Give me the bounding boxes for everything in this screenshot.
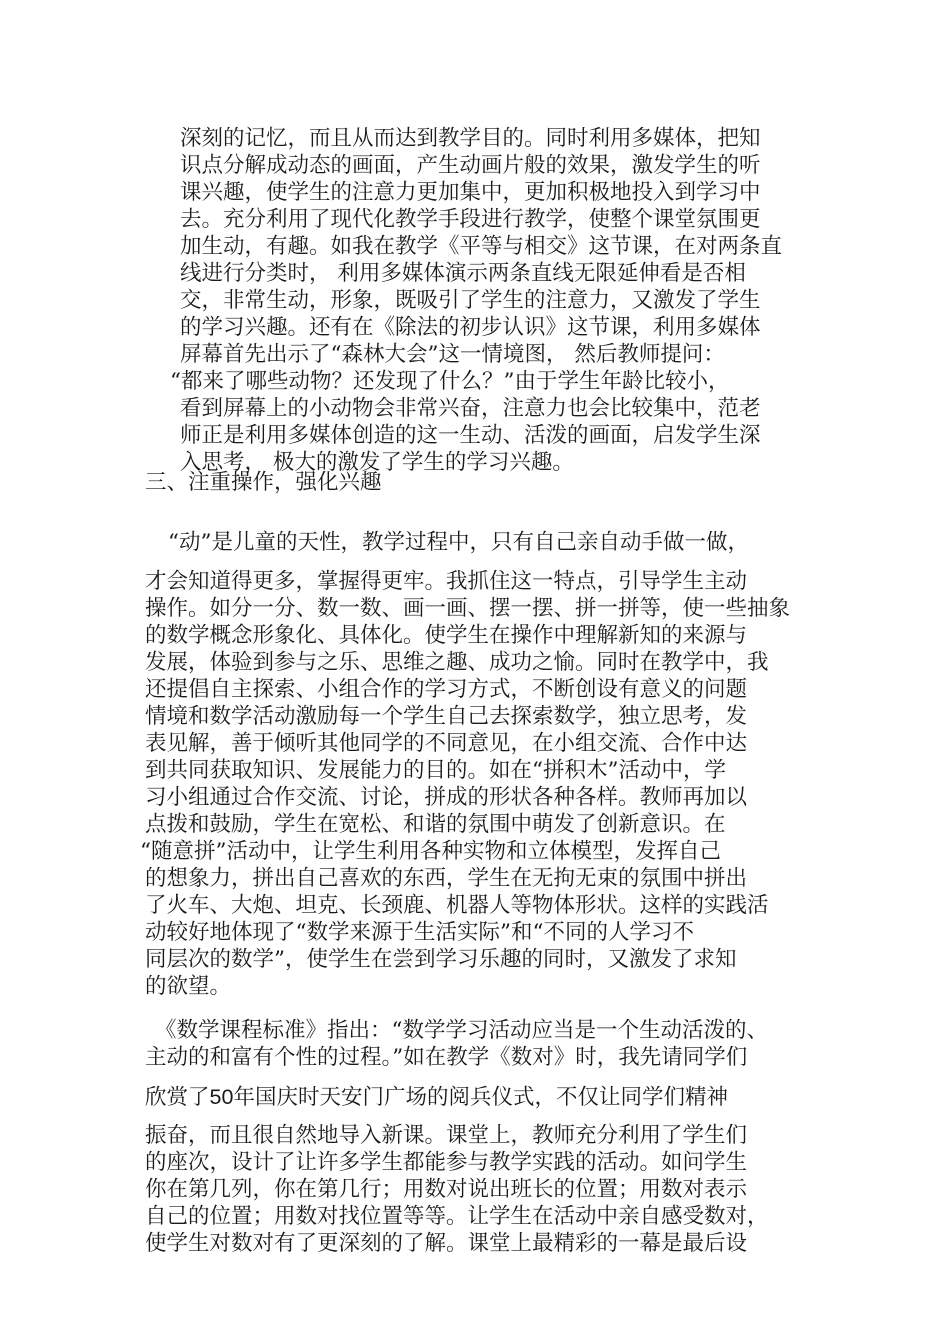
text-line: 识点分解成动态的画面，产生动画片般的效果，激发学生的听 [180,153,761,178]
text-line: 才会知道得更多，掌握得更牢。我抓住这一特点，引导学生主动 [145,569,748,594]
text-line: 的数学概念形象化、具体化。使学生在操作中理解新知的来源与 [145,623,748,648]
text-line: 振奋，而且很自然地导入新课。课堂上，教师充分利用了学生们 [145,1123,748,1148]
text-line: 屏幕首先出示了“森林大会”这一情境图， 然后教师提问： [180,342,725,367]
text-line: 点拨和鼓励，学生在宽松、和谐的氛围中萌发了创新意识。在 [145,812,726,837]
text-line: 主动的和富有个性的过程。”如在教学《数对》时，我先请同学们 [145,1045,748,1070]
paragraph-first-line: “动”是儿童的天性，教学过程中，只有自己亲自动手做一做， [168,530,749,555]
text-line: 还提倡自主探索、小组合作的学习方式，不断创设有意义的问题 [145,677,748,702]
text-line: 入思考， 极大的激发了学生的学习兴趣。 [180,450,574,475]
number-text: 50 [209,1085,234,1109]
text-line: 看到屏幕上的小动物会非常兴奋，注意力也会比较集中，范老 [180,396,761,421]
text-line: 去。充分利用了现代化教学手段进行教学，使整个课堂氛围更 [180,207,761,232]
text-line: 的欲望。 [145,974,232,999]
text-line: 课兴趣，使学生的注意力更加集中，更加积极地投入到学习中 [180,180,761,205]
text-line: 情境和数学活动激励每一个学生自己去探索数学，独立思考，发 [145,704,748,729]
text-line: 你在第几列，你在第几行；用数对说出班长的位置；用数对表示 [145,1177,748,1202]
text-line: 使学生对数对有了更深刻的了解。课堂上最精彩的一幕是最后设 [145,1231,748,1256]
text-line: 的座次，设计了让许多学生都能参与教学实践的活动。如问学生 [145,1150,748,1175]
text-line: 自己的位置；用数对找位置等等。让学生在活动中亲自感受数对， [145,1204,769,1229]
text-line: 了火车、大炮、坦克、长颈鹿、机器人等物体形状。这样的实践活 [145,893,769,918]
text-segment: 年国庆时天安门广场的阅兵仪式，不仅让同学们精神 [233,1085,728,1110]
text-line: 深刻的记忆，而且从而达到教学目的。同时利用多媒体，把知 [180,126,761,151]
text-line: 发展，体验到参与之乐、思维之趣、成功之愉。同时在教学中，我 [145,650,769,675]
text-line: 加生动，有趣。如我在教学《平等与相交》这节课，在对两条直 [180,234,783,259]
text-line: 《数学课程标准》指出：“数学学习活动应当是一个生动活泼的、 [155,1018,768,1043]
text-line: “随意拼”活动中，让学生利用各种实物和立体模型，发挥自己 [140,839,721,864]
text-line: 师正是利用多媒体创造的这一生动、活泼的画面，启发学生深 [180,423,761,448]
text-line: 交，非常生动，形象，既吸引了学生的注意力，又激发了学生 [180,288,761,313]
text-line: 同层次的数学”，使学生在尝到学习乐趣的同时，又激发了求知 [145,947,737,972]
text-line: 动较好地体现了“数学来源于生活实际”和“不同的人学习不 [145,920,694,945]
text-line: “都来了哪些动物？还发现了什么？”由于学生年龄比较小， [170,369,730,394]
text-segment: 欣赏了 [145,1085,210,1110]
text-line: 的学习兴趣。还有在《除法的初步认识》这节课，利用多媒体 [180,315,761,340]
text-line: 到共同获取知识、发展能力的目的。如在“拼积木”活动中，学 [145,758,726,783]
text-line: 操作。如分一分、数一数、画一画、摆一摆、拼一拼等，使一些抽象 [145,596,791,621]
text-line: 习小组通过合作交流、讨论，拼成的形状各种各样。教师再加以 [145,785,748,810]
text-line: 线进行分类时， 利用多媒体演示两条直线无限延伸看是否相 [180,261,746,286]
text-line [145,1084,728,1111]
section-heading: 三、注重操作，强化兴趣 [145,470,382,495]
text-line: 的想象力，拼出自己喜欢的东西，学生在无拘无束的氛围中拼出 [145,866,748,891]
text-line: 表见解，善于倾听其他同学的不同意见，在小组交流、合作中达 [145,731,748,756]
